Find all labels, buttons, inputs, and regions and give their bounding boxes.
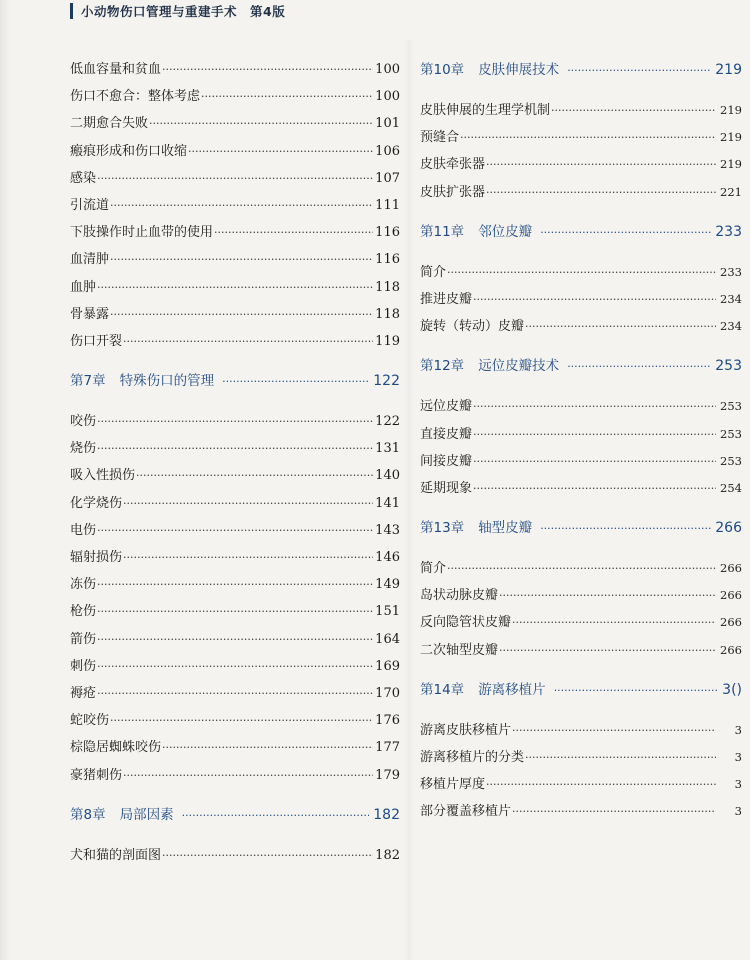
entry-page-number: 131 (375, 441, 400, 457)
entry-page-number: 253 (720, 453, 742, 468)
entry-page-number: 100 (375, 89, 400, 105)
entry-title: 二期愈合失败 (70, 116, 149, 132)
dot-leader (97, 578, 373, 591)
entry-page-number: 116 (375, 252, 400, 268)
entry-title: 下肢操作时止血带的使用 (70, 225, 214, 241)
entry-page-number: 219 (720, 157, 742, 172)
toc-entry[interactable] (70, 600, 400, 627)
entry-page-number: 176 (375, 713, 400, 729)
entry-title: 低血容量和贫血 (70, 62, 162, 77)
entry-page-number: 140 (375, 468, 400, 484)
toc-entry[interactable] (70, 85, 400, 112)
entry-title: 推进皮瓣 (420, 291, 473, 307)
dot-leader (473, 455, 716, 468)
chapter-title: 特殊伤口的管理 (119, 373, 215, 390)
dot-leader (182, 809, 370, 822)
entry-title: 感染 (70, 170, 97, 186)
entry-title: 延期现象 (420, 480, 473, 496)
entry-title: 预缝合 (420, 130, 460, 146)
entry-page-number: 233 (720, 264, 742, 279)
toc-entry[interactable] (70, 167, 400, 194)
entry-page-number: 151 (375, 604, 400, 620)
entry-title: 引流道 (70, 197, 110, 213)
dot-leader (214, 226, 373, 239)
toc-entry[interactable] (70, 573, 400, 600)
chapter-number: 第7章 (70, 373, 106, 390)
toc-entry[interactable] (420, 288, 742, 315)
chapter-heading[interactable] (420, 58, 742, 85)
dot-leader (162, 849, 373, 862)
chapter-number: 第12章 (420, 358, 465, 375)
dot-leader (97, 524, 373, 537)
entry-page-number: 119 (375, 333, 400, 349)
entry-page-number: 266 (720, 642, 742, 657)
entry-title: 反向隐管状皮瓣 (420, 615, 512, 631)
chapter-page-number: 182 (373, 806, 400, 823)
entry-page-number: 143 (375, 522, 400, 538)
entry-title: 部分覆盖移植片 (420, 804, 512, 820)
toc-entry[interactable] (420, 126, 742, 153)
entry-page-number: 149 (375, 577, 400, 593)
toc-entry[interactable] (420, 584, 742, 611)
entry-page-number: 3 (734, 777, 742, 792)
chapter-heading[interactable] (420, 516, 742, 543)
entry-page-number: 266 (720, 588, 742, 603)
entry-page-number: 116 (375, 225, 400, 241)
entry-page-number: 106 (375, 143, 400, 159)
entry-title: 简介 (420, 561, 447, 577)
chapter-page-number: 219 (715, 62, 742, 78)
entry-title: 二次轴型皮瓣 (420, 642, 499, 658)
header-accent-bar (70, 3, 73, 19)
dot-leader (447, 266, 716, 279)
dot-leader (201, 90, 373, 103)
entry-page-number: 107 (375, 170, 400, 186)
entry-page-number: 177 (375, 740, 400, 756)
chapter-number: 第13章 (420, 520, 465, 537)
entry-title: 血清肿 (70, 252, 110, 268)
book-title: 小动物伤口管理与重建手术 第4版 (81, 4, 286, 19)
dot-leader (486, 158, 716, 171)
dot-leader (110, 253, 373, 266)
entry-title: 瘢痕形成和伤口收缩 (70, 143, 188, 159)
entry-page-number: 122 (375, 414, 400, 430)
entry-page-number: 253 (720, 399, 742, 414)
dot-leader (97, 281, 373, 294)
toc-entry[interactable] (70, 736, 400, 763)
chapter-title: 局部因素 (119, 806, 174, 823)
entry-title: 游离皮肤移植片 (420, 722, 512, 738)
toc-entry[interactable] (420, 395, 742, 422)
entry-title: 烧伤 (70, 441, 97, 457)
chapter-number: 第11章 (420, 223, 465, 240)
toc-entry[interactable] (420, 773, 742, 800)
dot-leader (473, 400, 716, 413)
toc-entry[interactable] (420, 153, 742, 180)
entry-title: 皮肤扩张器 (420, 184, 486, 200)
entry-title: 伤口开裂 (70, 333, 123, 349)
toc-entry[interactable] (70, 844, 400, 871)
entry-page-number: 221 (720, 184, 742, 199)
chapter-number: 第10章 (420, 62, 465, 78)
entry-page-number: 100 (375, 62, 400, 77)
entry-title: 游离移植片的分类 (420, 750, 525, 765)
dot-leader (460, 131, 716, 144)
dot-leader (110, 308, 373, 321)
entry-page-number: 3 (734, 722, 742, 737)
page-edge-shadow (0, 0, 10, 960)
entry-title: 骨暴露 (70, 306, 110, 322)
entry-page-number: 266 (720, 615, 742, 630)
chapter-title: 皮肤伸展技术 (478, 62, 560, 78)
toc-entry[interactable] (420, 450, 742, 477)
entry-title: 旋转（转动）皮瓣 (420, 319, 525, 335)
dot-leader (525, 320, 716, 333)
entry-page-number: 3 (734, 804, 742, 819)
entry-page-number: 219 (720, 103, 742, 117)
entry-title: 电伤 (70, 522, 97, 538)
dot-leader (188, 145, 373, 158)
toc-entry[interactable] (70, 58, 400, 85)
dot-leader (97, 605, 373, 618)
chapter-heading[interactable] (420, 678, 742, 705)
toc-entry[interactable] (70, 464, 400, 491)
entry-page-number: 266 (720, 561, 742, 576)
dot-leader (525, 751, 716, 764)
toc-entry[interactable] (420, 423, 742, 450)
entry-page-number: 170 (375, 685, 400, 701)
toc-entry[interactable] (420, 611, 742, 638)
dot-leader (123, 551, 373, 564)
dot-leader (512, 724, 716, 737)
dot-leader (486, 186, 716, 199)
toc-entry[interactable] (70, 492, 400, 519)
toc-entry[interactable] (70, 709, 400, 736)
dot-leader (97, 633, 373, 646)
dot-leader (123, 335, 373, 348)
dot-leader (97, 687, 373, 700)
entry-page-number: 254 (720, 480, 742, 495)
toc-entry[interactable] (70, 276, 400, 303)
entry-page-number: 219 (720, 130, 742, 145)
chapter-page-number: 233 (715, 223, 742, 240)
toc-entry[interactable] (70, 546, 400, 573)
entry-title: 豪猪刺伤 (70, 767, 123, 783)
toc-entry[interactable] (420, 99, 742, 126)
dot-leader (97, 442, 373, 455)
entry-title: 直接皮瓣 (420, 426, 473, 442)
dot-leader (540, 226, 711, 239)
entry-page-number: 182 (375, 847, 400, 863)
dot-leader (540, 522, 711, 535)
entry-title: 咬伤 (70, 414, 97, 430)
toc-entry[interactable] (70, 519, 400, 546)
entry-title: 血肿 (70, 279, 97, 295)
dot-leader (123, 769, 373, 782)
entry-page-number: 111 (375, 197, 400, 213)
dot-leader (551, 104, 716, 117)
dot-leader (473, 482, 716, 495)
toc-entry[interactable] (420, 261, 742, 288)
entry-title: 箭伤 (70, 631, 97, 647)
toc-entry[interactable] (420, 719, 742, 746)
entry-page-number: 141 (375, 495, 400, 511)
chapter-page-number: 266 (715, 520, 742, 537)
chapter-number: 第8章 (70, 806, 106, 823)
dot-leader (97, 415, 373, 428)
chapter-heading[interactable] (420, 220, 742, 247)
toc-entry[interactable] (70, 194, 400, 221)
entry-page-number: 234 (720, 291, 742, 306)
toc-entry[interactable] (420, 639, 742, 666)
chapter-title: 远位皮瓣技术 (478, 358, 560, 375)
toc-entry[interactable] (420, 315, 742, 342)
toc-entry[interactable] (70, 221, 400, 248)
toc-column-left (70, 58, 400, 871)
chapter-heading[interactable] (70, 369, 400, 396)
entry-title: 褥疮 (70, 685, 97, 701)
chapter-heading[interactable] (70, 803, 400, 830)
toc-entry[interactable] (70, 330, 400, 357)
entry-page-number: 234 (720, 319, 742, 334)
entry-page-number: 3 (734, 750, 742, 764)
running-header (0, 0, 750, 22)
entry-title: 远位皮瓣 (420, 399, 473, 415)
dot-leader (149, 117, 373, 130)
entry-page-number: 169 (375, 658, 400, 674)
entry-title: 简介 (420, 264, 447, 280)
dot-leader (567, 360, 711, 373)
entry-title: 辐射损伤 (70, 550, 123, 565)
toc-entry[interactable] (70, 682, 400, 709)
entry-page-number: 118 (375, 279, 400, 295)
toc-entry[interactable] (70, 303, 400, 330)
toc-entry[interactable] (70, 248, 400, 275)
toc-entry[interactable] (70, 655, 400, 682)
entry-title: 枪伤 (70, 604, 97, 620)
dot-leader (222, 375, 369, 388)
entry-page-number: 164 (375, 631, 400, 647)
toc-entry[interactable] (420, 746, 742, 773)
dot-leader (110, 199, 373, 212)
toc-entry[interactable] (420, 557, 742, 584)
toc-entry[interactable] (70, 628, 400, 655)
toc-entry[interactable] (70, 112, 400, 139)
entry-title: 移植片厚度 (420, 777, 486, 793)
chapter-page-number: 122 (373, 373, 400, 390)
entry-page-number: 179 (375, 767, 400, 783)
chapter-title: 轴型皮瓣 (478, 520, 533, 537)
dot-leader (554, 684, 718, 697)
dot-leader (473, 428, 716, 441)
page-gutter (404, 40, 414, 960)
dot-leader (473, 293, 716, 306)
dot-leader (97, 660, 373, 673)
chapter-title: 游离移植片 (478, 681, 546, 698)
toc-entry[interactable] (420, 800, 742, 827)
toc-entry[interactable] (70, 437, 400, 464)
dot-leader (162, 741, 373, 754)
dot-leader (123, 497, 373, 510)
chapter-page-number: 253 (715, 358, 742, 375)
entry-title: 皮肤伸展的生理学机制 (420, 103, 551, 118)
dot-leader (512, 616, 716, 629)
dot-leader (110, 714, 373, 727)
dot-leader (499, 644, 716, 657)
chapter-page-number: 3() (722, 681, 742, 698)
entry-title: 皮肤牵张器 (420, 157, 486, 173)
dot-leader (499, 589, 716, 602)
entry-title: 棕隐居蜘蛛咬伤 (70, 740, 162, 756)
toc-entry[interactable] (420, 181, 742, 208)
entry-page-number: 146 (375, 550, 400, 565)
chapter-heading[interactable] (420, 354, 742, 381)
dot-leader (567, 64, 711, 77)
toc-entry[interactable] (420, 477, 742, 504)
entry-page-number: 101 (375, 116, 400, 132)
entry-title: 犬和猫的剖面图 (70, 847, 162, 863)
toc-column-right (420, 58, 742, 828)
dot-leader (97, 172, 373, 185)
chapter-number: 第14章 (420, 681, 465, 698)
toc-entry[interactable] (70, 410, 400, 437)
entry-title: 岛状动脉皮瓣 (420, 588, 499, 604)
dot-leader (512, 805, 716, 818)
toc-entry[interactable] (70, 764, 400, 791)
entry-title: 间接皮瓣 (420, 453, 473, 469)
toc-entry[interactable] (70, 140, 400, 167)
entry-title: 化学烧伤 (70, 495, 123, 511)
dot-leader (162, 63, 373, 76)
entry-title: 伤口不愈合：整体考虑 (70, 89, 201, 105)
entry-page-number: 118 (375, 306, 400, 322)
entry-page-number: 253 (720, 426, 742, 441)
entry-title: 刺伤 (70, 658, 97, 674)
entry-title: 蛇咬伤 (70, 713, 110, 729)
dot-leader (447, 562, 716, 575)
entry-title: 冻伤 (70, 577, 97, 593)
dot-leader (486, 778, 716, 791)
entry-title: 吸入性损伤 (70, 468, 136, 484)
chapter-title: 邻位皮瓣 (478, 223, 533, 240)
dot-leader (136, 469, 373, 482)
